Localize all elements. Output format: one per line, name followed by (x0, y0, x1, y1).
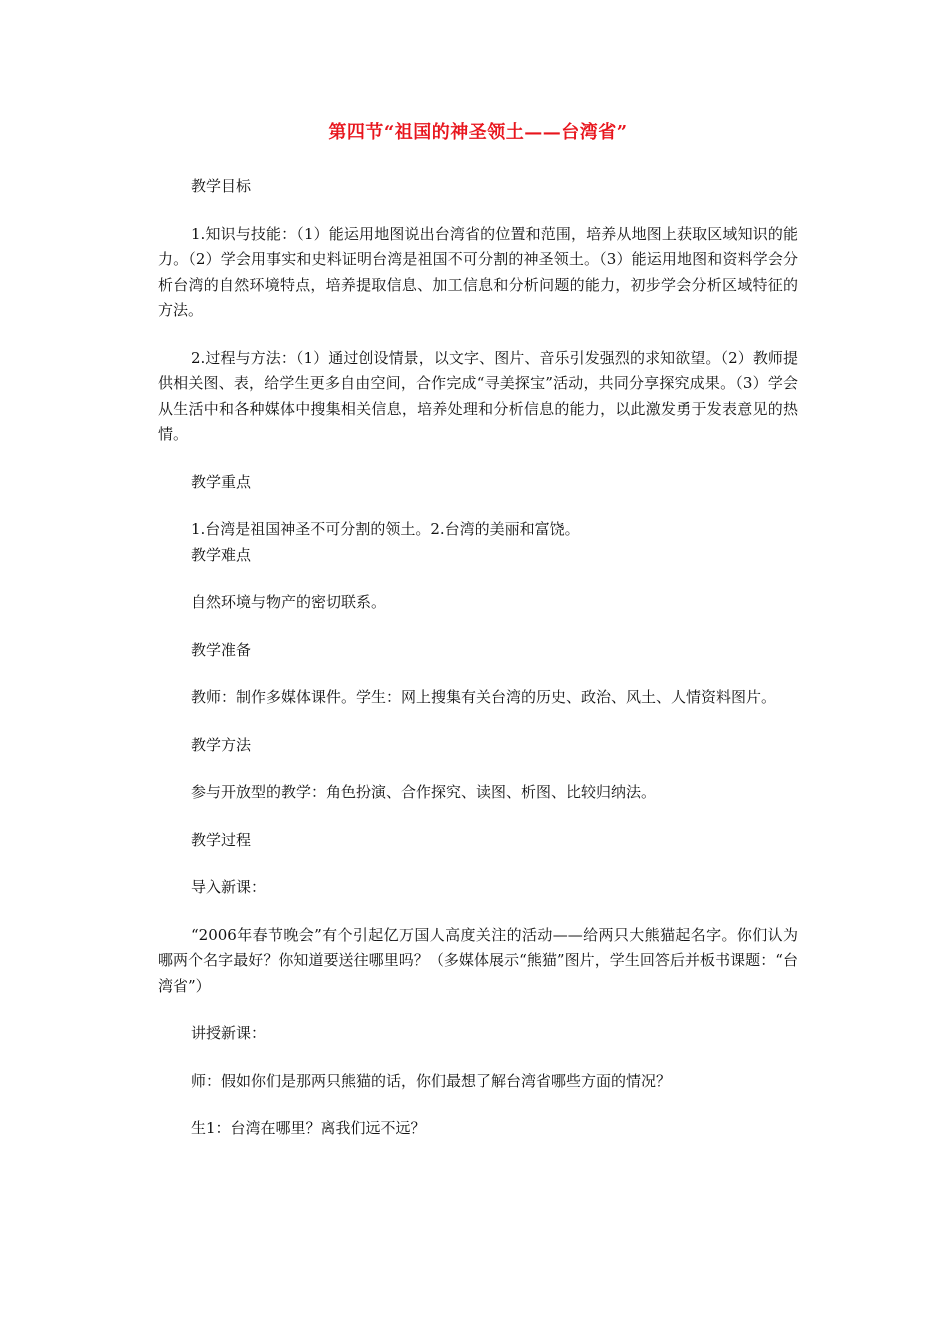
section-heading-key-points: 教学重点 (191, 472, 252, 491)
paragraph-student-answer: 生1：台湾在哪里？离我们远不远？ (191, 1119, 426, 1137)
subheading-new-lesson: 讲授新课： (191, 1024, 267, 1042)
paragraph-methods: 参与开放型的教学：角色扮演、合作探究、读图、析图、比较归纳法。 (191, 783, 657, 801)
section-heading-preparation: 教学准备 (191, 640, 252, 659)
paragraph-introduction: “2006年春节晚会”有个引起亿万国人高度关注的活动——给两只大熊猫起名字。你们认为哪两个名字最好？你知道要送往哪里吗？（多媒体展示“熊猫”图片，学生回答后并板书课题：“台湾省”） (158, 925, 798, 995)
paragraph-difficulties: 自然环境与物产的密切联系。 (191, 593, 387, 611)
section-heading-process: 教学过程 (191, 830, 252, 849)
page-title: 第四节“祖国的神圣领土——台湾省” (328, 122, 628, 143)
paragraph-preparation: 教师：制作多媒体课件。学生：网上搜集有关台湾的历史、政治、风土、人情资料图片。 (191, 688, 777, 706)
section-heading-difficulties: 教学难点 (191, 545, 252, 564)
subheading-introduction: 导入新课： (191, 878, 267, 896)
paragraph-process-methods: 2.过程与方法：（1）通过创设情景，以文字、图片、音乐引发强烈的求知欲望。（2）教师提供相关图、表，给学生更多自由空间，合作完成“寻美探宝”活动，共同分享探究成果。（3）学会从生活中和各种媒体中搜集相关信息，培养处理和分析信息的能力，以此激发勇于发表意见的热情。 (158, 348, 798, 443)
section-heading-methods: 教学方法 (191, 735, 252, 754)
paragraph-teacher-question: 师：假如你们是那两只熊猫的话，你们最想了解台湾省哪些方面的情况？ (191, 1071, 672, 1090)
section-heading-objectives: 教学目标 (191, 177, 252, 195)
document-page (158, 118, 798, 1164)
paragraph-key-points: 1.台湾是祖国神圣不可分割的领土。2.台湾的美丽和富饶。 (191, 520, 580, 538)
paragraph-knowledge-skills: 1.知识与技能：（1）能运用地图说出台湾省的位置和范围，培养从地图上获取区域知识的能力。（2）学会用事实和史料证明台湾是祖国不可分割的神圣领土。（3）能运用地图和资料学会分析台湾的自然环境特点，培养提取信息、加工信息和分析问题的能力，初步学会分析区域特征的方法。 (158, 224, 798, 319)
